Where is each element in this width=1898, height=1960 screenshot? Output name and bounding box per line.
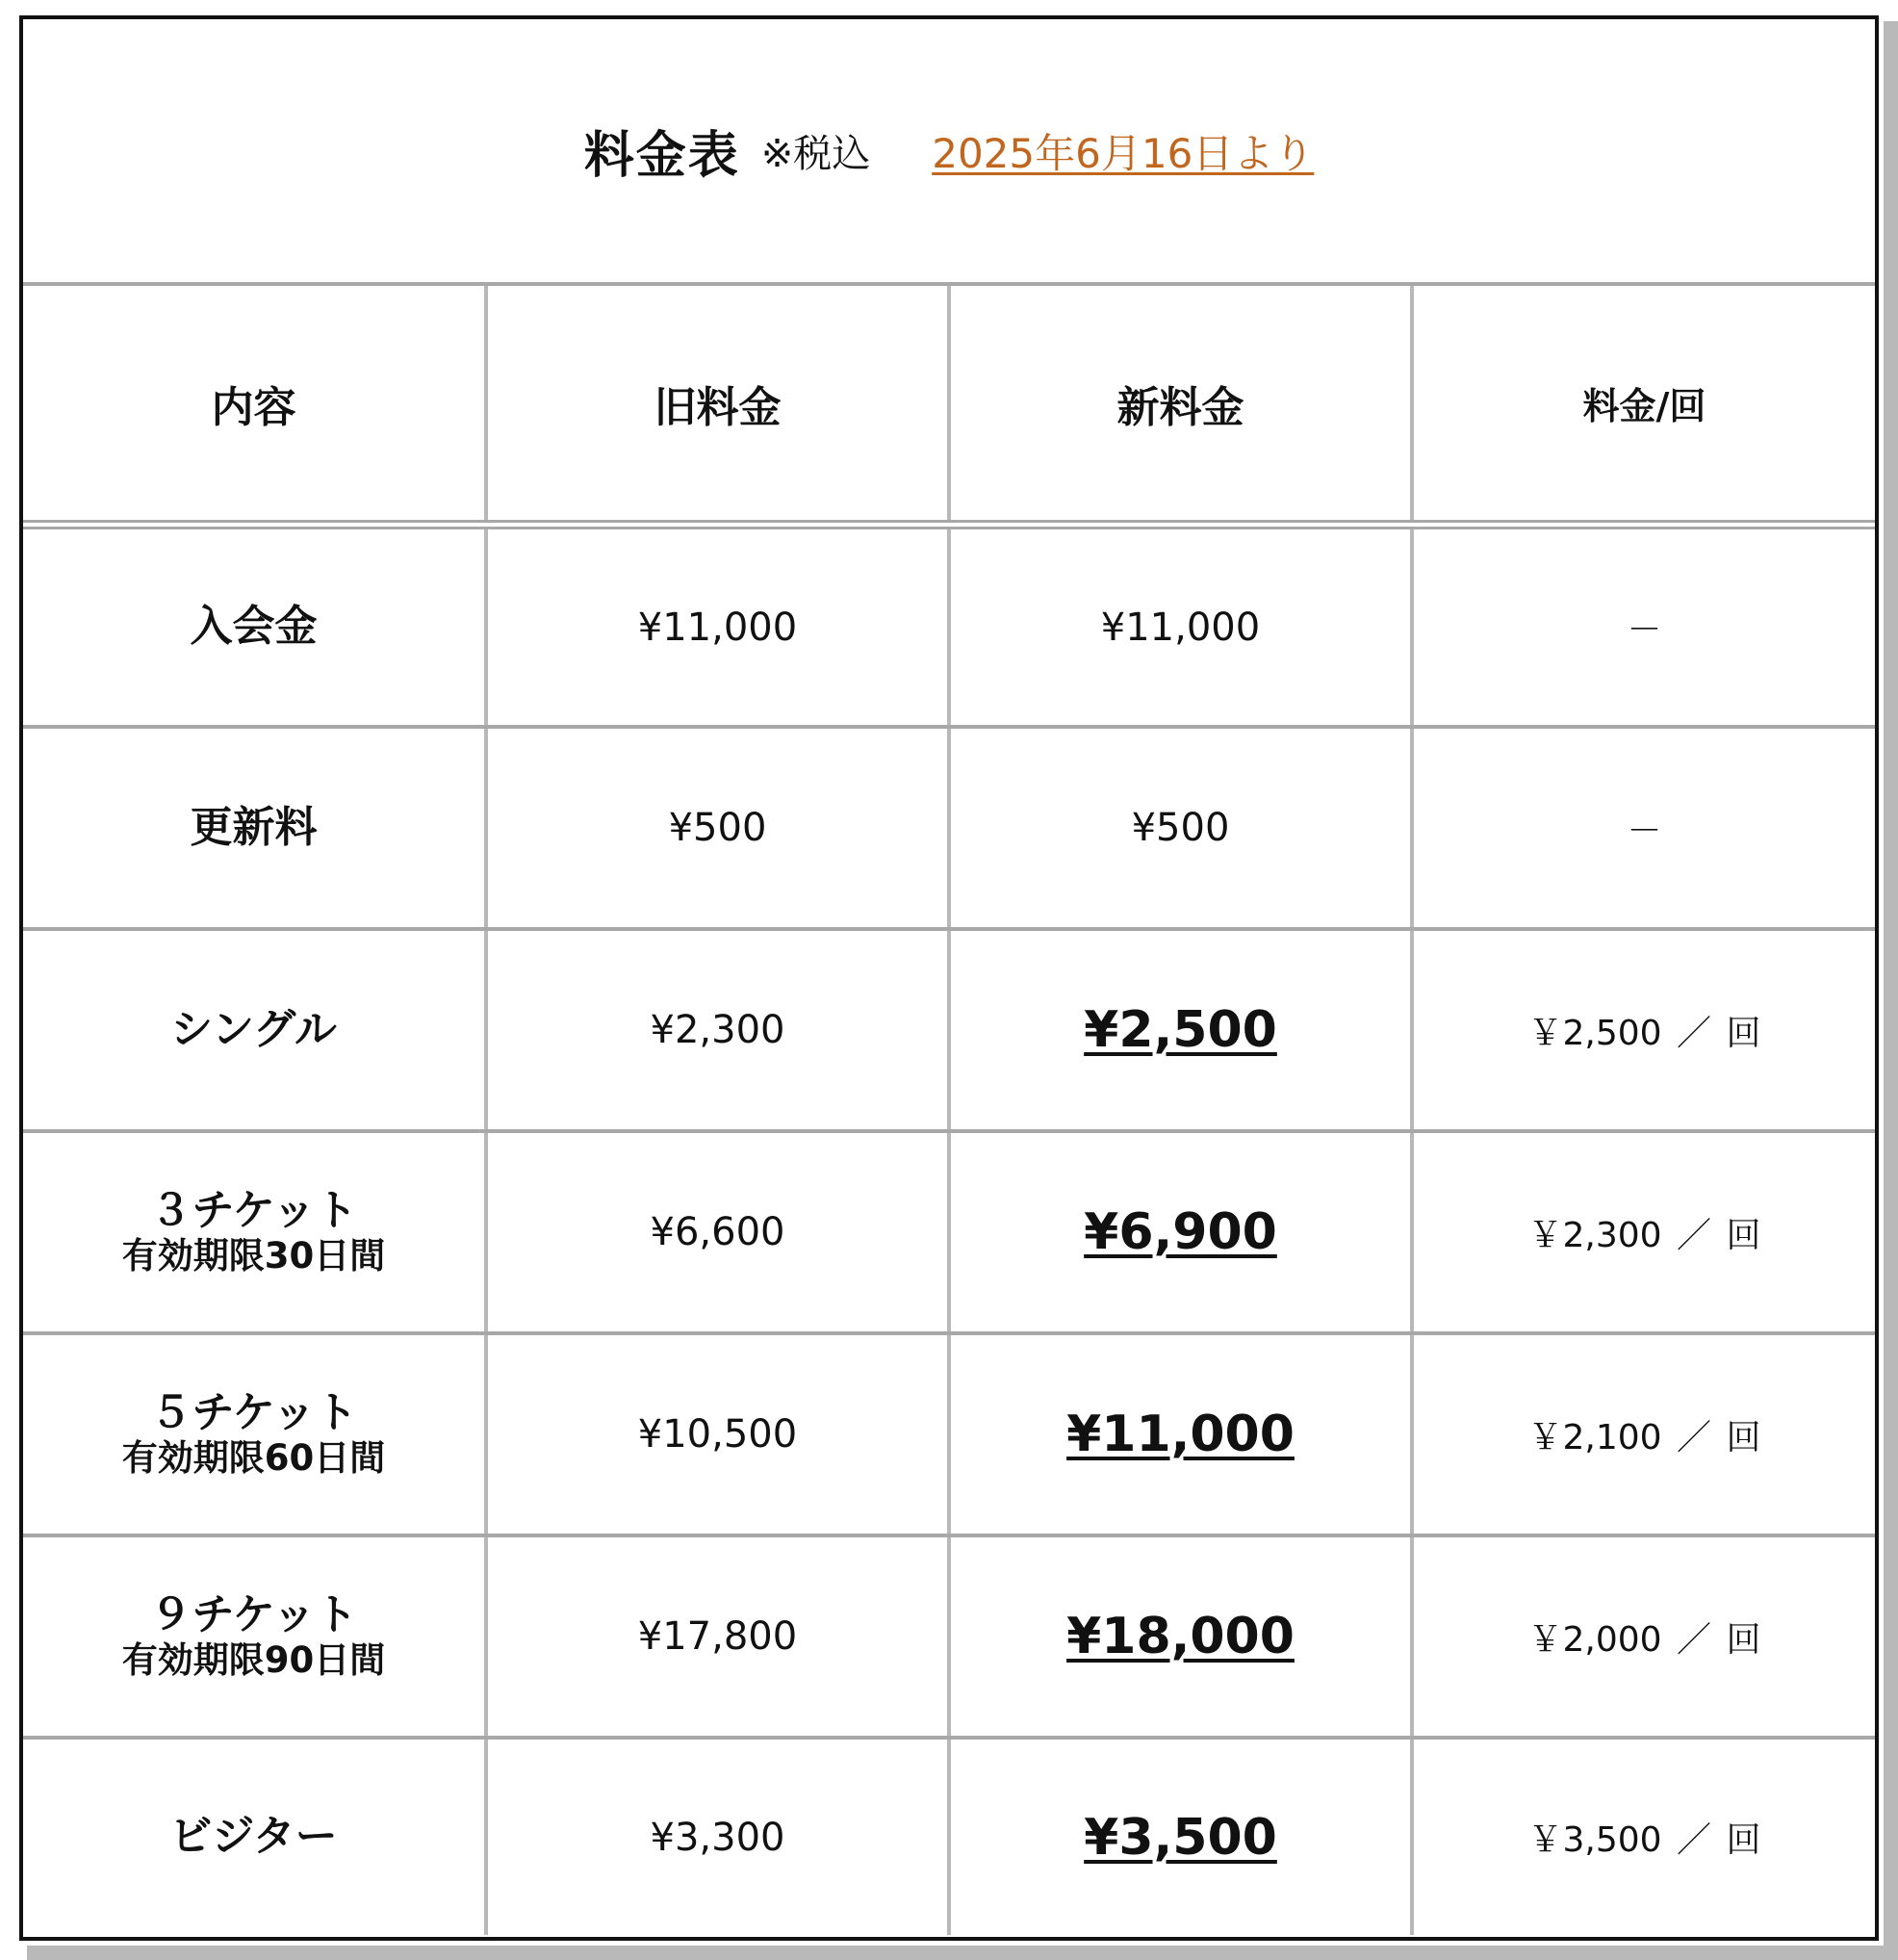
frame-shadow-right [1884,21,1898,1960]
item-title: ５チケット [149,1388,358,1438]
table-header-row [23,286,1875,525]
item-cell [23,1333,486,1535]
page-title: 料金表 [583,127,740,185]
old-price: ¥6,600 [650,1210,785,1254]
title-row [23,19,1875,286]
per-visit-cell [1412,1535,1875,1738]
item-name [23,1186,484,1277]
item-cell [23,929,486,1131]
per-visit-price: ￥2,300 ／ 回 [1527,1215,1761,1255]
item-name: 更新料 [190,802,318,852]
per-visit-cell [1412,1738,1875,1935]
table-row-entry-fee [23,525,1875,727]
item-title: ３チケット [149,1186,358,1236]
effective-date: 2025年6月16日より [932,129,1315,177]
per-visit-price: － [1627,811,1662,851]
column-header-new-price: 新料金 [949,286,1412,525]
table-row-3-ticket [23,1131,1875,1333]
new-price: ¥11,000 [1066,1406,1295,1463]
per-visit-price: ￥3,500 ／ 回 [1527,1820,1761,1860]
per-visit-cell [1412,1333,1875,1535]
new-price: ¥2,500 [1084,1001,1277,1059]
item-cell [23,1535,486,1738]
item-name [23,1388,484,1479]
per-visit-cell [1412,727,1875,929]
per-visit-price: － [1627,610,1662,650]
new-price: ¥6,900 [1084,1203,1277,1261]
table-row-5-ticket [23,1333,1875,1535]
old-price: ¥500 [668,806,767,850]
old-price-cell [486,525,949,727]
per-visit-price: ￥2,100 ／ 回 [1527,1417,1761,1457]
new-price-cell [949,929,1412,1131]
old-price-cell [486,929,949,1131]
old-price: ¥2,300 [650,1008,785,1052]
new-price-cell [949,1333,1412,1535]
new-price: ¥3,500 [1084,1808,1277,1867]
old-price-cell [486,1333,949,1535]
item-validity: 有効期限60日間 [121,1437,386,1480]
item-cell [23,525,486,727]
item-validity: 有効期限30日間 [121,1235,386,1277]
tax-note: ※税込 [760,132,871,176]
new-price-cell [949,525,1412,727]
column-header-item: 内容 [23,286,486,525]
new-price-cell [949,1131,1412,1333]
old-price: ¥10,500 [637,1412,798,1457]
item-name: 入会金 [190,602,318,652]
item-cell [23,1738,486,1935]
column-header-old-price: 旧料金 [486,286,949,525]
old-price-cell [486,727,949,929]
new-price-cell [949,1738,1412,1935]
per-visit-price: ￥2,500 ／ 回 [1527,1013,1761,1053]
per-visit-price: ￥2,000 ／ 回 [1527,1619,1761,1660]
item-name [23,1590,484,1681]
frame-shadow-bottom [27,1946,1898,1960]
new-price: ¥11,000 [1100,605,1261,650]
table-row-renewal-fee [23,727,1875,929]
item-name: ビジター [169,1812,338,1862]
old-price: ¥3,300 [650,1815,785,1860]
old-price-cell [486,1131,949,1333]
price-list-frame [19,15,1879,1941]
item-name: シングル [170,1004,337,1054]
table-row-9-ticket [23,1535,1875,1738]
item-cell [23,727,486,929]
new-price: ¥18,000 [1066,1608,1295,1665]
per-visit-cell [1412,929,1875,1131]
item-cell [23,1131,486,1333]
old-price-cell [486,1738,949,1935]
item-title: ９チケット [149,1590,358,1640]
per-visit-cell [1412,525,1875,727]
new-price-cell [949,727,1412,929]
table-row-visitor [23,1738,1875,1935]
table-row-single [23,929,1875,1131]
old-price-cell [486,1535,949,1738]
item-validity: 有効期限90日間 [121,1639,386,1682]
old-price: ¥17,800 [637,1614,798,1659]
per-visit-cell [1412,1131,1875,1333]
column-header-per-visit: 料金/回 [1412,286,1875,525]
new-price: ¥500 [1131,806,1230,850]
new-price-cell [949,1535,1412,1738]
old-price: ¥11,000 [637,605,798,650]
price-table [23,286,1875,1935]
